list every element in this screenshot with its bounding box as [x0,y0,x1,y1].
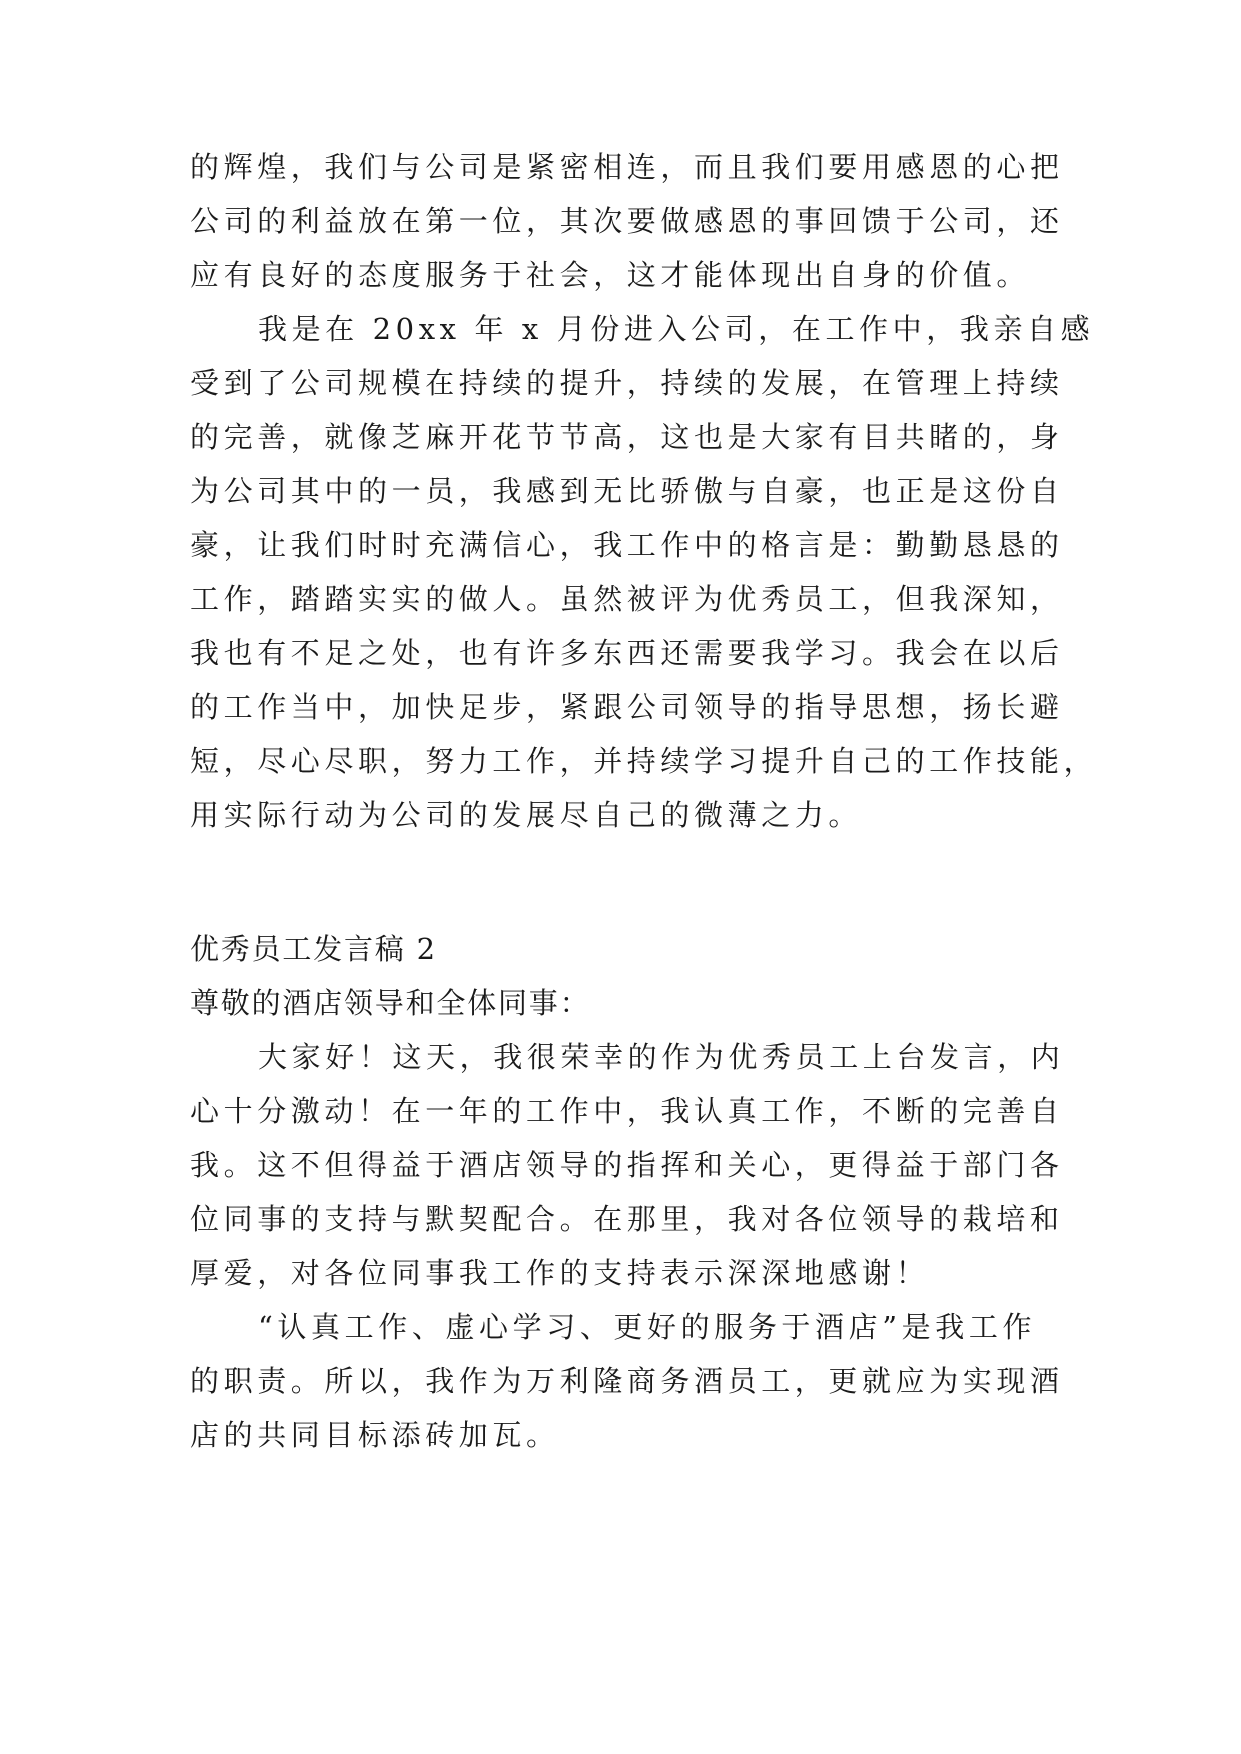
body-text-line: 工作，踏踏实实的做人。虽然被评为优秀员工，但我深知， [190,582,1064,616]
body-text-line: 为公司其中的一员，我感到无比骄傲与自豪，也正是这份自 [190,474,1064,508]
body-text-line: 受到了公司规模在持续的提升，持续的发展，在管理上持续 [190,366,1064,400]
body-text-line: 店的共同目标添砖加瓦。 [190,1418,560,1452]
body-text-line: 大家好！这天，我很荣幸的作为优秀员工上台发言，内 [258,1040,1065,1074]
body-text-line: 我。这不但得益于酒店领导的指挥和关心，更得益于部门各 [190,1148,1064,1182]
body-text-line: 我是在 20xx 年 x 月份进入公司，在工作中，我亲自感 [258,312,1095,346]
body-text-line: 应有良好的态度服务于社会，这才能体现出自身的价值。 [190,258,1031,292]
body-text-line: 厚爱，对各位同事我工作的支持表示深深地感谢！ [190,1256,930,1290]
body-text-line: 公司的利益放在第一位，其次要做感恩的事回馈于公司，还 [190,204,1064,238]
body-text-line: 的完善，就像芝麻开花节节高，这也是大家有目共睹的，身 [190,420,1064,454]
body-text-line: 豪，让我们时时充满信心，我工作中的格言是：勤勤恳恳的 [190,528,1064,562]
salutation: 尊敬的酒店领导和全体同事： [190,986,591,1020]
body-text-line: 的职责。所以，我作为万利隆商务酒员工，更就应为实现酒 [190,1364,1064,1398]
body-text-line: 的辉煌，我们与公司是紧密相连，而且我们要用感恩的心把 [190,150,1064,184]
body-text-line: 我也有不足之处，也有许多东西还需要我学习。我会在以后 [190,636,1064,670]
body-text-line: 的工作当中，加快足步，紧跟公司领导的指导思想，扬长避 [190,690,1064,724]
body-text-line: 短，尽心尽职，努力工作，并持续学习提升自己的工作技能， [190,744,1098,778]
body-text-line: 用实际行动为公司的发展尽自己的微薄之力。 [190,798,863,832]
body-text-line: 心十分激动！在一年的工作中，我认真工作，不断的完善自 [190,1094,1064,1128]
body-text-line: 位同事的支持与默契配合。在那里，我对各位领导的栽培和 [190,1202,1064,1236]
section-title: 优秀员工发言稿 2 [190,932,437,966]
body-text-line: “认真工作、虚心学习、更好的服务于酒店”是我工作 [258,1310,1037,1344]
